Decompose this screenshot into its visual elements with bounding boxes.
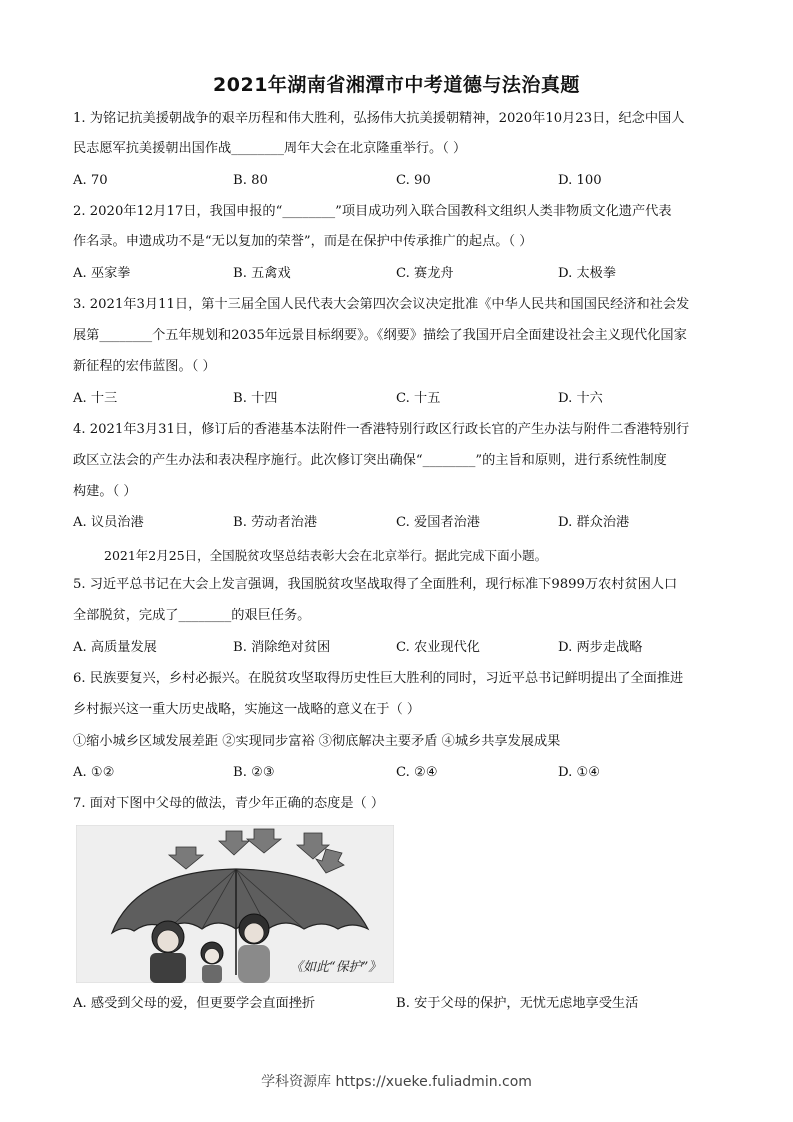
q4-line-2: 政区立法会的产生办法和表决程序施行。此次修订突出确保“________”的主旨和原则，进行系统性制度 <box>73 453 667 468</box>
section-intro: 2021年2月25日，全国脱贫攻坚总结表彰大会在北京举行。据此完成下面小题。 <box>104 548 548 563</box>
q1-option-c: C. 90 <box>396 173 431 188</box>
q1-line-2: 民志愿军抗美援朝出国作战________周年大会在北京隆重举行。（ ） <box>73 141 467 156</box>
q6-option-d: D. ①④ <box>558 765 601 780</box>
q5-line-1: 5. 习近平总书记在大会上发言强调，我国脱贫攻坚战取得了全面胜利，现行标准下9899万农村贫困人口 <box>73 577 678 592</box>
watermark-footer: 学科资源库 https://xueke.fuliadmin.com <box>261 1074 532 1090</box>
q6-line-2: 乡村振兴这一重大历史战略，实施这一战略的意义在于（ ） <box>73 702 421 717</box>
q2-line-2: 作名录。申遗成功不是“无以复加的荣誉”，而是在保护中传承推广的起点。（ ） <box>73 234 533 249</box>
q2-option-a: A. 巫家拳 <box>73 266 131 281</box>
q2-option-d: D. 太极拳 <box>558 266 617 281</box>
q7-option-b: B. 安于父母的保护，无忧无虑地享受生活 <box>396 996 639 1011</box>
q5-option-c: C. 农业现代化 <box>396 640 480 655</box>
q2-line-1: 2. 2020年12月17日，我国申报的“________”项目成功列入联合国教科文组织人类非物质文化遗产代表 <box>73 204 672 219</box>
q4-option-c: C. 爱国者治港 <box>396 515 480 530</box>
q6-option-c: C. ②④ <box>396 765 438 780</box>
q6-option-a: A. ①② <box>73 765 115 780</box>
q1-line-1: 1. 为铭记抗美援朝战争的艰辛历程和伟大胜利，弘扬伟大抗美援朝精神，2020年10月23日，纪念中国人 <box>73 111 685 126</box>
q4-option-a: A. 议员治港 <box>73 515 144 530</box>
q1-option-d: D. 100 <box>558 173 602 188</box>
q3-option-b: B. 十四 <box>233 391 278 406</box>
q6-option-b: B. ②③ <box>233 765 275 780</box>
q5-option-a: A. 高质量发展 <box>73 640 157 655</box>
q4-line-3: 构建。（ ） <box>73 484 137 499</box>
q5-option-b: B. 消除绝对贫困 <box>233 640 331 655</box>
q3-option-d: D. 十六 <box>558 391 603 406</box>
q1-option-b: B. 80 <box>233 173 268 188</box>
q3-line-3: 新征程的宏伟蓝图。（ ） <box>73 359 216 374</box>
q1-option-a: A. 70 <box>73 173 108 188</box>
q4-option-b: B. 劳动者治港 <box>233 515 318 530</box>
q7-line-1: 7. 面对下图中父母的做法，青少年正确的态度是（ ） <box>73 796 385 811</box>
q5-option-d: D. 两步走战略 <box>558 640 643 655</box>
q4-line-1: 4. 2021年3月31日，修订后的香港基本法附件一香港特别行政区行政长官的产生办法与附件二香港特别行 <box>73 422 690 437</box>
q4-option-d: D. 群众治港 <box>558 515 630 530</box>
page-title: 2021年湖南省湘潭市中考道德与法治真题 <box>213 74 580 96</box>
q3-option-c: C. 十五 <box>396 391 441 406</box>
q5-line-2: 全部脱贫，完成了________的艰巨任务。 <box>73 608 311 623</box>
q2-option-b: B. 五禽戏 <box>233 266 291 281</box>
umbrella-cartoon-image <box>76 825 394 983</box>
q3-option-a: A. 十三 <box>73 391 118 406</box>
q6-statements: ①缩小城乡区域发展差距 ②实现同步富裕 ③彻底解决主要矛盾 ④城乡共享发展成果 <box>73 734 561 749</box>
q3-line-2: 展第________个五年规划和2035年远景目标纲要》。《纲要》描绘了我国开启全面建设社会主义现代化国家 <box>73 328 687 343</box>
q3-line-1: 3. 2021年3月11日，第十三届全国人民代表大会第四次会议决定批准《中华人民共和国国民经济和社会发 <box>73 297 690 312</box>
q2-option-c: C. 赛龙舟 <box>396 266 454 281</box>
q7-option-a: A. 感受到父母的爱，但更要学会直面挫折 <box>73 996 316 1011</box>
q6-line-1: 6. 民族要复兴，乡村必振兴。在脱贫攻坚取得历史性巨大胜利的同时，习近平总书记鲜明提出了全面推进 <box>73 671 684 686</box>
cartoon-caption: 《如此“保护”》 <box>290 960 382 975</box>
